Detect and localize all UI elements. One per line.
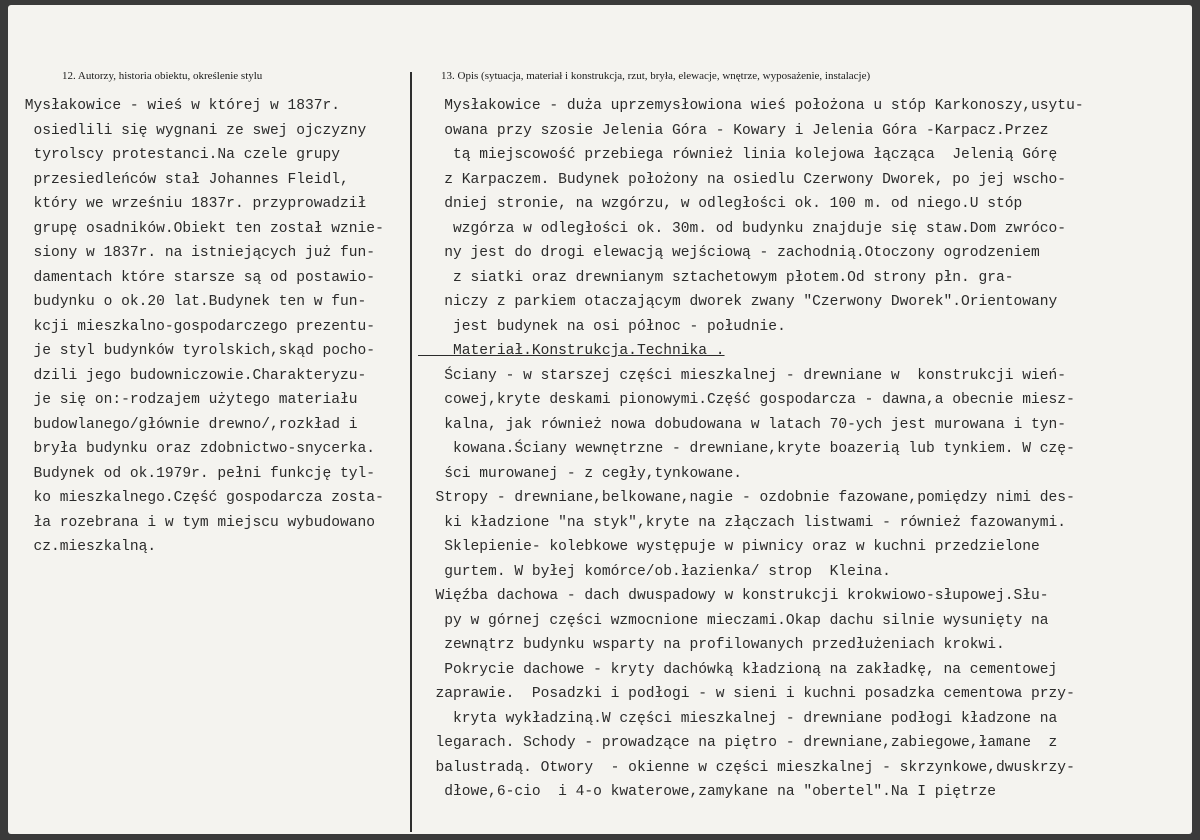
text-line: zaprawie. Posadzki i podłogi - w sieni i kuchni posadzka cementowa przy-: [418, 686, 1075, 702]
text-line: ko mieszkalnego.Część gospodarcza zosta-: [16, 490, 384, 506]
text-line: damentach które starsze są od postawio-: [16, 269, 376, 286]
text-line: py w górnej części wzmocnione mieczami.Okap dachu silnie wysunięty na: [418, 612, 1049, 629]
text-line: ści murowanej - z cegły,tynkowane.: [418, 465, 743, 482]
text-line: kalna, jak również nowa dobudowana w latach 70-ych jest murowana i tyn-: [418, 416, 1067, 433]
text-line: kcji mieszkalno-gospodarczego prezentu-: [16, 318, 376, 335]
text-line: wzgórza w odległości ok. 30m. od budynku znajduje się staw.Dom zwróco-: [418, 220, 1067, 237]
text-line: Pokrycie dachowe - kryty dachówką kładzioną na zakładkę, na cementowej: [418, 661, 1058, 678]
text-line: je styl budynków tyrolskich,skąd pocho-: [16, 343, 376, 359]
text-line: siony w 1837r. na istniejących już fun-: [16, 245, 376, 261]
text-line: tyrolscy protestanci.Na czele grupy: [16, 147, 341, 163]
text-line: Budynek od ok.1979r. pełni funkcję tyl-: [16, 465, 376, 482]
text-line: balustradą. Otwory - okienne w części mieszkalnej - skrzynkowe,dwuskrzy-: [418, 759, 1075, 776]
description-text: [418, 94, 1178, 805]
section-12-heading: 12. Autorzy, historia obiektu, określenie stylu: [62, 70, 263, 82]
text-line: Więźba dachowa - dach dwuspadowy w konstrukcji krokwiowo-słupowej.Słu-: [418, 588, 1049, 604]
text-line: budynku o ok.20 lat.Budynek ten w fun-: [16, 294, 367, 310]
text-line: kryta wykładziną.W części mieszkalnej - drewniane podłogi kładzone na: [418, 710, 1058, 727]
text-line: dniej stronie, na wzgórzu, w odległości ok. 100 m. od niego.U stóp: [418, 196, 1023, 212]
text-line: Mysłakowice - duża uprzemysłowiona wieś położona u stóp Karkonoszy,usytu-: [418, 98, 1084, 114]
text-line: Ściany - w starszej części mieszkalnej - drewniane w konstrukcji wień-: [418, 367, 1067, 384]
text-line: kowana.Ściany wewnętrzne - drewniane,kryte boazerią lub tynkiem. W czę-: [418, 441, 1075, 457]
text-line: ki kładzione "na styk",kryte na złączach listwami - również fazowanymi.: [418, 514, 1067, 531]
text-line: dłowe,6-cio i 4-o kwaterowe,zamykane na "obertel".Na I piętrze: [418, 784, 997, 800]
text-line: ła rozebrana i w tym miejscu wybudowano: [16, 514, 376, 531]
text-line: grupę osadników.Obiekt ten został wznie-: [16, 220, 384, 237]
text-line: niczy z parkiem otaczającym dworek zwany "Czerwony Dworek".Orientowany: [418, 294, 1058, 310]
text-line: legarach. Schody - prowadzące na piętro - drewniane,zabiegowe,łamane z: [418, 735, 1058, 751]
section-subheading: Materiał.Konstrukcja.Technika .: [418, 343, 725, 359]
text-line: gurtem. W byłej komórce/ob.łazienka/ strop Kleina.: [418, 563, 891, 580]
text-line: cz.mieszkalną.: [16, 539, 157, 555]
text-line: budowlanego/głównie drewno/,rozkład i: [16, 416, 358, 433]
text-line: dzili jego budowniczowie.Charakteryzu-: [16, 367, 367, 384]
text-line: owana przy szosie Jelenia Góra - Kowary i Jelenia Góra -Karpacz.Przez: [418, 122, 1049, 139]
text-line: Stropy - drewniane,belkowane,nagie - ozdobnie fazowane,pomiędzy nimi des-: [418, 490, 1075, 506]
text-line: tą miejscowość przebiega również linia kolejowa łącząca Jelenią Górę: [418, 147, 1058, 163]
text-line: z siatki oraz drewnianym sztachetowym płotem.Od strony płn. gra-: [418, 269, 1014, 286]
text-line: Sklepienie- kolebkowe występuje w piwnicy oraz w kuchni przedzielone: [418, 539, 1040, 555]
column-divider: [410, 72, 412, 832]
text-line: je się on:-rodzajem użytego materiału: [16, 392, 358, 408]
text-line: osiedlili się wygnani ze swej ojczyzny: [16, 122, 367, 139]
text-line: jest budynek na osi północ - południe.: [418, 318, 786, 335]
text-line: ny jest do drogi elewacją wejściową - zachodnią.Otoczony ogrodzeniem: [418, 245, 1040, 261]
text-line: przesiedleńców stał Johannes Fleidl,: [16, 171, 349, 188]
history-text: [16, 94, 408, 560]
section-13-heading: 13. Opis (sytuacja, materiał i konstrukcja, rzut, bryła, elewacje, wnętrze, wyposażenie, instalacje): [441, 70, 871, 82]
text-line: bryła budynku oraz zdobnictwo-snycerka.: [16, 441, 376, 457]
text-line: Mysłakowice - wieś w której w 1837r.: [16, 98, 341, 114]
text-line: cowej,kryte deskami pionowymi.Część gospodarcza - dawna,a obecnie miesz-: [418, 392, 1075, 408]
text-line: który we wrześniu 1837r. przyprowadził: [16, 196, 367, 212]
text-line: z Karpaczem. Budynek położony na osiedlu Czerwony Dworek, po jej wscho-: [418, 171, 1067, 188]
text-line: zewnątrz budynku wsparty na profilowanych przedłużeniach krokwi.: [418, 637, 1005, 653]
